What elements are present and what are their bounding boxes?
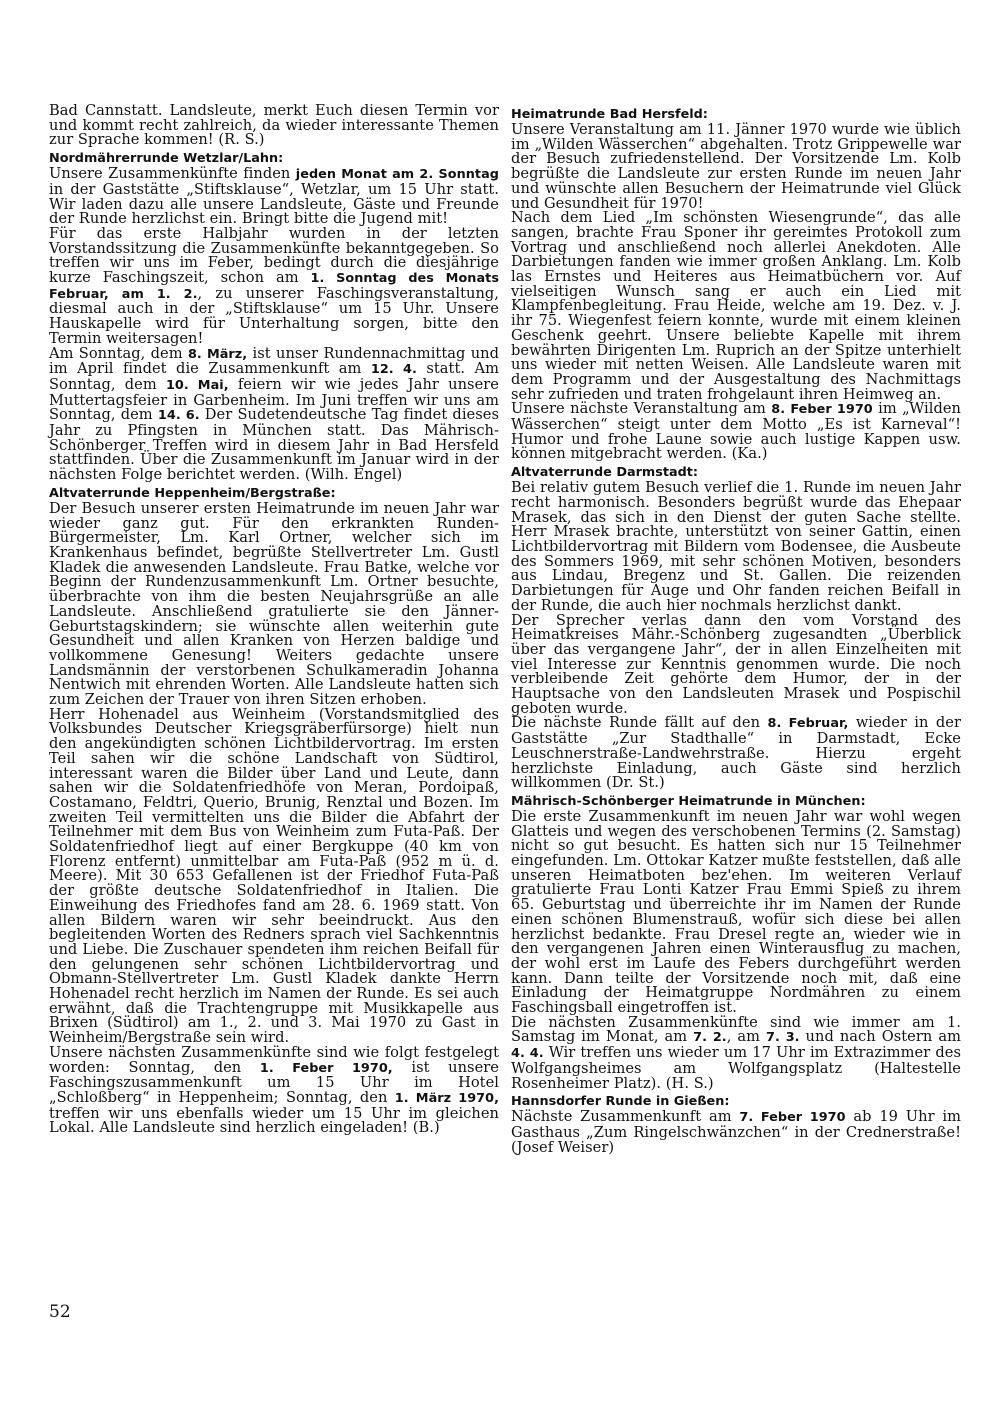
paragraph — [511, 211, 961, 402]
bold-text: 8. März, — [187, 346, 248, 362]
text-span: in der Gaststätte „Stiftsklause“, Wetzlar, um 15 Uhr statt. Wir laden dazu alle unsere Landsleute, Gäste und Freunde der Runde herzlichst ein. Bringt bitte die Jugend mit! — [49, 180, 499, 228]
bold-text: 1. Feber 1970, — [259, 1060, 393, 1076]
section-heading: Altvaterrunde Darmstadt: — [511, 465, 698, 481]
text-span: Der Sprecher verlas dann den vom Vorstand des Heimatkreises Mähr.-Schönberg zugesandten „Überblick über das vergangene Jahr“, der in allen Einzelheiten mit viel Interesse zur Kenntnis genommen wurde. Die noch verbleibende Zeit gehörte dem Humor, der in der Hauptsache von den Landsleuten Mrasek und Pospischil geboten wurde. — [511, 611, 961, 717]
text-span: Die nächste Runde fällt auf den — [511, 714, 768, 732]
text-span: , zu unserer Faschingsveranstaltung, diesmal auch in der „Stiftsklause“ um 15 Uhr. Unsere Hauskapelle wird für Unterhaltung sorgen, bitte den Termin weitersagen! — [49, 284, 499, 347]
section-heading: Nordmährerrunde Wetzlar/Lahn: — [49, 151, 284, 167]
paragraph — [511, 716, 961, 791]
paragraph — [49, 224, 499, 347]
text-span: feiern wir wie jedes Jahr unsere Muttertagsfeier in Garbenheim. Im Juni treffen wir uns am Sonntag, dem — [49, 375, 499, 424]
text-span: und nach Ostern am — [799, 1028, 961, 1046]
page-number: 52 — [49, 1302, 71, 1322]
bold-text: 10. Mai, — [165, 377, 229, 393]
text-span: Unsere Zusammenkünfte finden — [49, 165, 296, 183]
text-span: ist unser Rundennachmittag und im April findet die Zusammenkunft am — [49, 344, 499, 378]
paragraph — [511, 1013, 961, 1092]
paragraph — [49, 344, 499, 484]
paragraph — [511, 481, 961, 613]
paragraph — [49, 167, 499, 227]
right-column — [511, 104, 961, 1155]
text-span: Der Sudetendeutsche Tag findet dieses Jahr zu Pfingsten in München statt. Das Mährisch-Schönberger Treffen wird in diesem Jahr in Bad Hersfeld stattfinden. Über die Zusammenkunft im Januar wird in der nächsten Folge berichtet werden. (Wilh. Engel) — [49, 406, 499, 484]
bold-text: 8. Feber 1970 — [771, 402, 873, 418]
text-span: Die erste Zusammenkunft im neuen Jahr war wohl wegen Glatteis und wegen des verschobenen Termins (2. Samstag) nicht so gut besucht. Es hatten sich nur 15 Teilnehmer eingefunden. Lm. Ottokar Katzer mußte feststellen, daß alle unseren Heimatboten bez'ehen. Im weiteren Verlauf gratulierte Frau Lonti Katzer Frau Emmi Spieß zu ihrem 65. Geburtstag und überreichte ihr im Namen der Runde einen schönen Blumenstrauß, wofür sich diese bei allen herzlichst bedankte. Frau Dresel regte an, wieder wie in den vergangenen Jahren einen Winterausflug zu machen, der wohl erst im Laufe des Febers durchgeführt werden kann. Dann teilte der Vorsitzende noch mit, daß eine Einladung der Heimatgruppe Nordmähren zu einem Faschingsball eingetroffen ist. — [511, 807, 961, 1017]
text-span: Unsere Veranstaltung am 11. Jänner 1970 wurde wie üblich im „Wilden Wässerchen“ abgehalten. Trotz Grippewelle war der Besuch zufriedenstellend. Der Vorsitzende Lm. Kolb begrüßte die Landsleute zur ersten Runde im neuen Jahr und wünschte allen Besuchern der Heimatrunde viel Glück und Gesundheit für 1970! — [511, 121, 961, 212]
bold-text: 7. 3. — [766, 1030, 800, 1046]
text-span: Unsere nächsten Zusammenkünfte sind wie folgt festgelegt worden: Sonntag, den — [49, 1043, 499, 1076]
text-span: Für das erste Halbjahr wurden in der letzten Vorstandssitzung die Zusammenkünfte bekanntgegeben. So treffen wir uns im Feber, bedingt durch die diesjährige kurze Faschingszeit, schon am — [49, 224, 499, 287]
text-span: Der Besuch unserer ersten Heimatrunde im neuen Jahr war wieder ganz gut. Für den erkrankten Runden-Bürgermeister, Lm. Karl Ortner, welcher sich im Krankenhaus befindet, begrüßte Stellvertreter Lm. Gustl Kladek die anwesenden Landsleute. Frau Batke, welche vor Beginn der Rundenzusammenkunft Lm. Ortner besuchte, überbrachte von ihm die besten Neujahrsgrüße an alle Landsleute. Anschließend gratulierte sie den Jänner-Geburtstagskindern; sie wünschte allen weiterhin gute Gesundheit und allen Kranken von Herzen baldige und vollkommene Genesung! Weiters gedachte unsere Landsmännin der verstorbenen Schulkameradin Johanna Nentwich mit ehrenden Worten. Alle Landsleute hatten sich zum Zeichen der Trauer von ihren Sitzen erhoben. — [49, 499, 499, 709]
bold-text: 1. Sonntag des Monats Februar, am 1. 2. — [49, 271, 499, 302]
paragraph — [49, 499, 499, 709]
text-span: im „Wilden Wässerchen“ steigt unter dem Motto „Es ist Karneval“! Humor und frohe Laune sowie auch lustige Kappen usw. können mitgebracht werden. (Ka.) — [511, 400, 961, 463]
section-heading: Hannsdorfer Runde in Gießen: — [511, 1094, 730, 1110]
bold-text: 12. 4. — [370, 362, 417, 378]
text-span: Nächste Zusammenkunft am — [511, 1108, 740, 1126]
text-span: Am Sonntag, dem — [49, 344, 188, 362]
text-span: ab 19 Uhr im Gasthaus „Zum Ringelschwänzchen“ in der Crednerstraße! (Josef Weiser) — [511, 1108, 961, 1156]
paragraph — [49, 1043, 499, 1137]
text-span: Bad Cannstatt. Landsleute, merkt Euch diesen Termin vor und kommt recht zahlreich, da wieder interessante Themen zur Sprache kommen! (R. S.) — [49, 102, 499, 149]
text-span: ist unsere Faschingszusammenkunft um 15 Uhr im Hotel „Schloßberg“ in Heppenheim; Sonntag, den — [49, 1058, 499, 1106]
paragraph — [511, 1110, 961, 1155]
bold-text: 14. 6. — [157, 408, 200, 424]
bold-text: 8. Februar, — [767, 716, 849, 732]
paragraph — [49, 104, 499, 148]
section-heading: Heimatrunde Bad Hersfeld: — [511, 107, 708, 122]
text-span: , am — [726, 1028, 767, 1046]
bold-text: 7. Feber 1970 — [739, 1110, 846, 1126]
bold-text: jeden Monat am 2. Sonntag — [295, 167, 499, 183]
section-heading: Mährisch-Schönberger Heimatrunde in München: — [511, 793, 866, 809]
text-span: Wir treffen uns wieder um 17 Uhr im Extrazimmer des Wolfgangsheimes am Wolfgangsplatz (Haltestelle Rosenheimer Platz). (H. S.) — [511, 1044, 961, 1092]
text-span: Die nächsten Zusammenkünfte sind wie immer am 1. Samstag im Monat, am — [511, 1013, 961, 1046]
text-span: wieder in der Gaststätte „Zur Stadthalle“ in Darmstadt, Ecke Leuschnerstraße-Landwehrstraße. Hierzu ergeht herzlichste Einladung, auch Gäste sind herzlich willkommen (Dr. St.) — [511, 714, 962, 792]
paragraph — [511, 402, 961, 462]
paragraph — [511, 123, 961, 211]
bold-text: 1. März 1970, — [394, 1091, 499, 1106]
bold-text: 4. 4. — [511, 1046, 544, 1062]
text-span: Nach dem Lied „Im schönsten Wiesengrunde“, das alle sangen, brachte Frau Sponer ihr gereimtes Protokoll zum Vortrag und anschließend noch allerlei Anekdoten. Alle Darbietungen fanden wie immer großen Anklang. Lm. Kolb las Ernstes und Heiteres aus Heimatbüchern vor. Auf vielseitigen Wunsch sang er auch ein Lied mit Klampfenbegleitung. Frau Heide, welche am 19. Dez. v. J. ihr 75. Wiegenfest feiern konnte, wurde mit einem kleinen Geschenk geehrt. Unsere beliebte Kapelle mit ihrem bewährten Dirigenten Lm. Ruprich an der Spitze unterhielt uns wieder mit netten Weisen. Alle Landsleute waren mit dem Programm und der Ausgestaltung des Nachmittags sehr zufrieden und traten frohgelaunt ihren Heimweg an. — [511, 209, 961, 403]
left-column — [49, 104, 499, 1136]
paragraph — [511, 611, 961, 717]
text-span: Herr Hohenadel aus Weinheim (Vorstandsmitglied des Volksbundes Deutscher Kriegsgräberfürsorge) hielt nun den angekündigten schönen Lichtbildervortrag. Im ersten Teil sahen wir die schöne Landschaft von Südtirol, interessant waren die Bilder über Land und Leute, dann sahen wir die Soldatenfriedhöfe von Meran, Pordoipaß, Costamano, Feldtri, Querio, Brunig, Renztal und Bozen. Im zweiten Teil vermittelten uns die Bilder die Abfahrt der Teilnehmer mit dem Bus von Weinheim zum Futa-Paß. Der Soldatenfriedhof liegt auf einer Bergkuppe (40 km von Florenz entfernt) unmittelbar am Futa-Paß (952 m ü. d. Meere). Mit 30 653 Gefallenen ist der Friedhof Futa-Paß der größte deutsche Soldatenfriedhof in Italien. Die Einweihung des Friedhofes fand am 28. 6. 1969 statt. Von allen Bildern waren wir sehr beeindruckt. Aus den begleitenden Worten des Redners sprach viel Sachkenntnis und Liebe. Die Zuschauer spendeten ihm reichen Beifall für den gelungenen sehr schönen Lichtbildervortrag und Obmann-Stellvertreter Lm. Gustl Kladek dankte Herrn Hohenadel recht herzlich im Namen der Runde. Es sei auch erwähnt, daß die Trachtengruppe mit Musikkapelle aus Brixen (Südtirol) am 1., 2. und 3. Mai 1970 zu Gast in Weinheim/Bergstraße sein wird. — [49, 705, 499, 1047]
text-span: treffen wir uns ebenfalls wieder um 15 Uhr im gleichen Lokal. Alle Landsleute sind herzlich eingeladen! (B.) — [49, 1104, 499, 1137]
paragraph — [49, 705, 499, 1047]
paragraph — [511, 807, 961, 1017]
text-span: statt. Am Sonntag, dem — [49, 360, 499, 393]
text-span: Unsere nächste Veranstaltung am — [511, 400, 772, 418]
section-heading: Altvaterrunde Heppenheim/Bergstraße: — [49, 485, 336, 501]
bold-text: 7. 2. — [693, 1030, 727, 1046]
text-span: Bei relativ gutem Besuch verlief die 1. Runde im neuen Jahr recht harmonisch. Besonders begrüßt wurde das Ehepaar Mrasek, das sich in den Dienst der guten Sache stellte. Herr Mrasek brachte, unterstützt von seiner Gattin, einen Lichtbildervortrag mit Bildern vom Bodensee, die Ausbeute des Sommers 1969, mit sehr schönen Motiven, besonders aus Lindau, Bregenz und St. Gallen. Die reizenden Darbietungen für Auge und Ohr fanden reichen Beifall in der Runde, die auch hier nochmals herzlichst dankt. — [511, 479, 961, 614]
